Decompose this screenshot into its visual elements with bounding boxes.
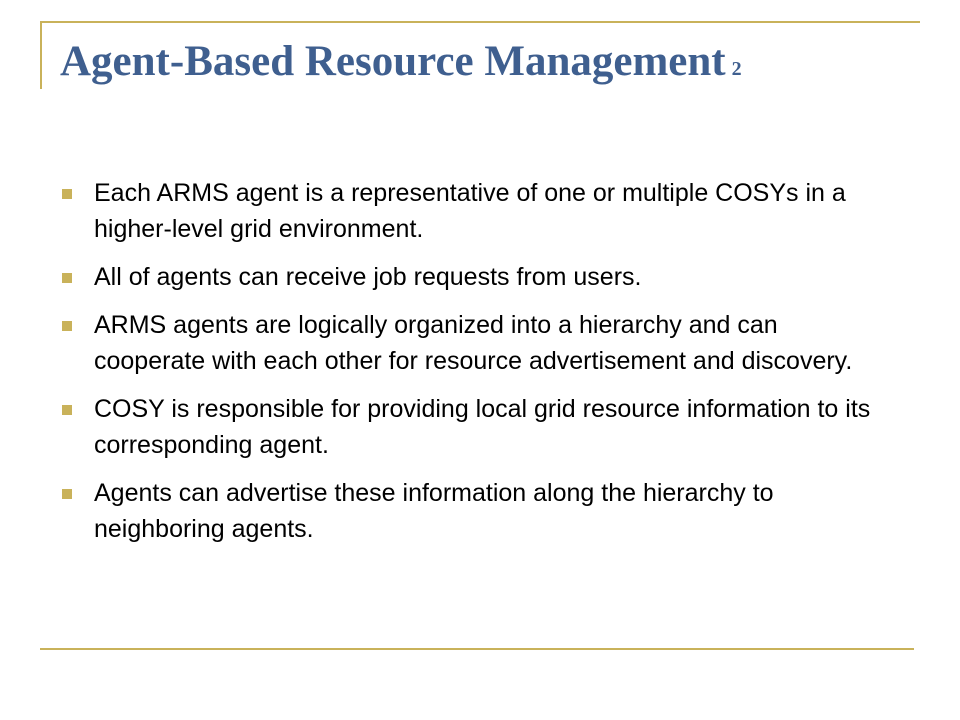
slide-title-text: Agent-Based Resource Management [60,38,726,85]
bullet-item [60,475,880,547]
square-bullet-icon [62,189,72,199]
bottom-rule [40,648,914,650]
slide-title-number: 2 [731,58,742,80]
bullet-item [60,391,880,463]
bullet-text: All of agents can receive job requests from users. [94,263,642,291]
square-bullet-icon [62,405,72,415]
bullet-list [60,175,880,559]
bullet-text: ARMS agents are logically organized into a hierarchy and can cooperate with each other for resource advertisement and discovery. [94,311,853,375]
bullet-item [60,259,880,295]
slide-title [60,38,742,85]
bullet-text: COSY is responsible for providing local grid resource information to its corresponding agent. [94,395,871,459]
left-rule [40,21,42,89]
bullet-item [60,175,880,247]
square-bullet-icon [62,321,72,331]
bullet-text: Each ARMS agent is a representative of one or multiple COSYs in a higher-level grid environment. [94,179,846,243]
square-bullet-icon [62,489,72,499]
bullet-text: Agents can advertise these information along the hierarchy to neighboring agents. [94,479,774,543]
top-rule [40,21,920,23]
square-bullet-icon [62,273,72,283]
bullet-item [60,307,880,379]
